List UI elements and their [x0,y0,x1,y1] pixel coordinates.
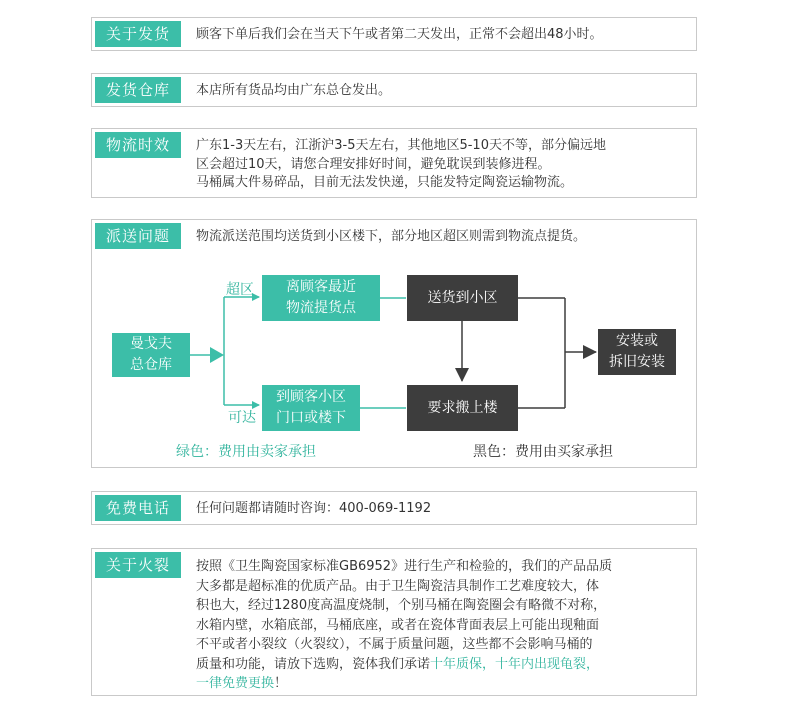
text-plain: ！ [274,676,288,691]
section-text: 顾客下单后我们会在当天下午或者第二天发出，正常不会超出48小时。 [196,27,603,42]
box-line: 曼戈夫 [130,336,172,352]
text-line: 大多都是超标准的优质产品。由于卫生陶瓷洁具制作工艺难度较大，体 [196,578,600,594]
warranty-highlight: 十年质保，十年内出现龟裂， [430,656,600,672]
box-line: 要求搬上楼 [427,399,498,416]
label-over-area: 超区 [226,282,254,298]
text-line: 按照《卫生陶瓷国家标准GB6952》进行生产和检验的，我们的产品品质 [196,559,613,574]
text-plain: 质量和功能，请放下选购，瓷体我们承诺 [196,656,431,672]
text-line: 马桶属大件易碎品，目前无法发快递，只能发特定陶瓷运输物流。 [196,175,574,190]
text-line: 水箱内壁，水箱底部，马桶底座，或者在瓷体背面表层上可能出现釉面 [196,617,600,633]
flow-door-delivery [262,385,360,431]
text-line: 广东1-3天左右，江浙沪3-5天左右，其他地区5-10天不等，部分偏远地 [196,138,606,153]
box-line: 门口或楼下 [276,410,346,426]
legend-green: 绿色：费用由卖家承担 [176,444,316,460]
section-crack [91,548,697,696]
box-line: 送货到小区 [427,289,498,306]
hotline-text[interactable]: 任何问题都请随时咨询：400-069-1192 [196,501,432,516]
box-line: 安装或 [616,333,658,349]
section-warehouse [91,73,697,107]
text-line: 积也大，经过1280度高温度烧制，个别马桶在陶瓷圈会有略微不对称， [196,598,607,613]
section-timing [91,128,697,198]
section-text [196,557,688,694]
flow-install [598,329,676,375]
section-tag: 免费电话 [95,495,181,521]
box-line: 物流提货点 [286,300,356,316]
section-tag: 物流时效 [95,132,181,158]
text-line: 不平或者小裂纹（火裂纹），不属于质量问题，这些都不会影响马桶的 [196,637,593,652]
section-text: 本店所有货品均由广东总仓发出。 [196,83,392,98]
section-hotline [91,491,697,525]
text-line [196,674,688,694]
box-line: 离顾客最近 [286,279,356,295]
box-line: 总仓库 [130,357,172,373]
section-tag: 关于火裂 [95,552,181,578]
section-tag: 派送问题 [95,223,181,249]
text-line [196,655,688,675]
legend-black: 黑色：费用由买家承担 [473,444,613,460]
section-tag: 发货仓库 [95,77,181,103]
section-text [196,137,688,193]
section-text: 物流派送范围均送货到小区楼下，部分地区超区则需到物流点提货。 [196,229,587,244]
text-line: 区会超过10天，请您合理安排好时间，避免耽误到装修进程。 [196,156,551,172]
box-line: 拆旧安装 [609,354,665,370]
section-shipping [91,17,697,51]
flow-origin-warehouse [112,333,190,377]
section-tag: 关于发货 [95,21,181,47]
flow-deliver-community [407,275,518,321]
label-reachable: 可达 [228,410,256,426]
box-line: 到顾客小区 [276,389,346,405]
flow-carry-upstairs [407,385,518,431]
warranty-highlight: 一律免费更换 [196,676,275,691]
flow-pickup-point [262,275,380,321]
